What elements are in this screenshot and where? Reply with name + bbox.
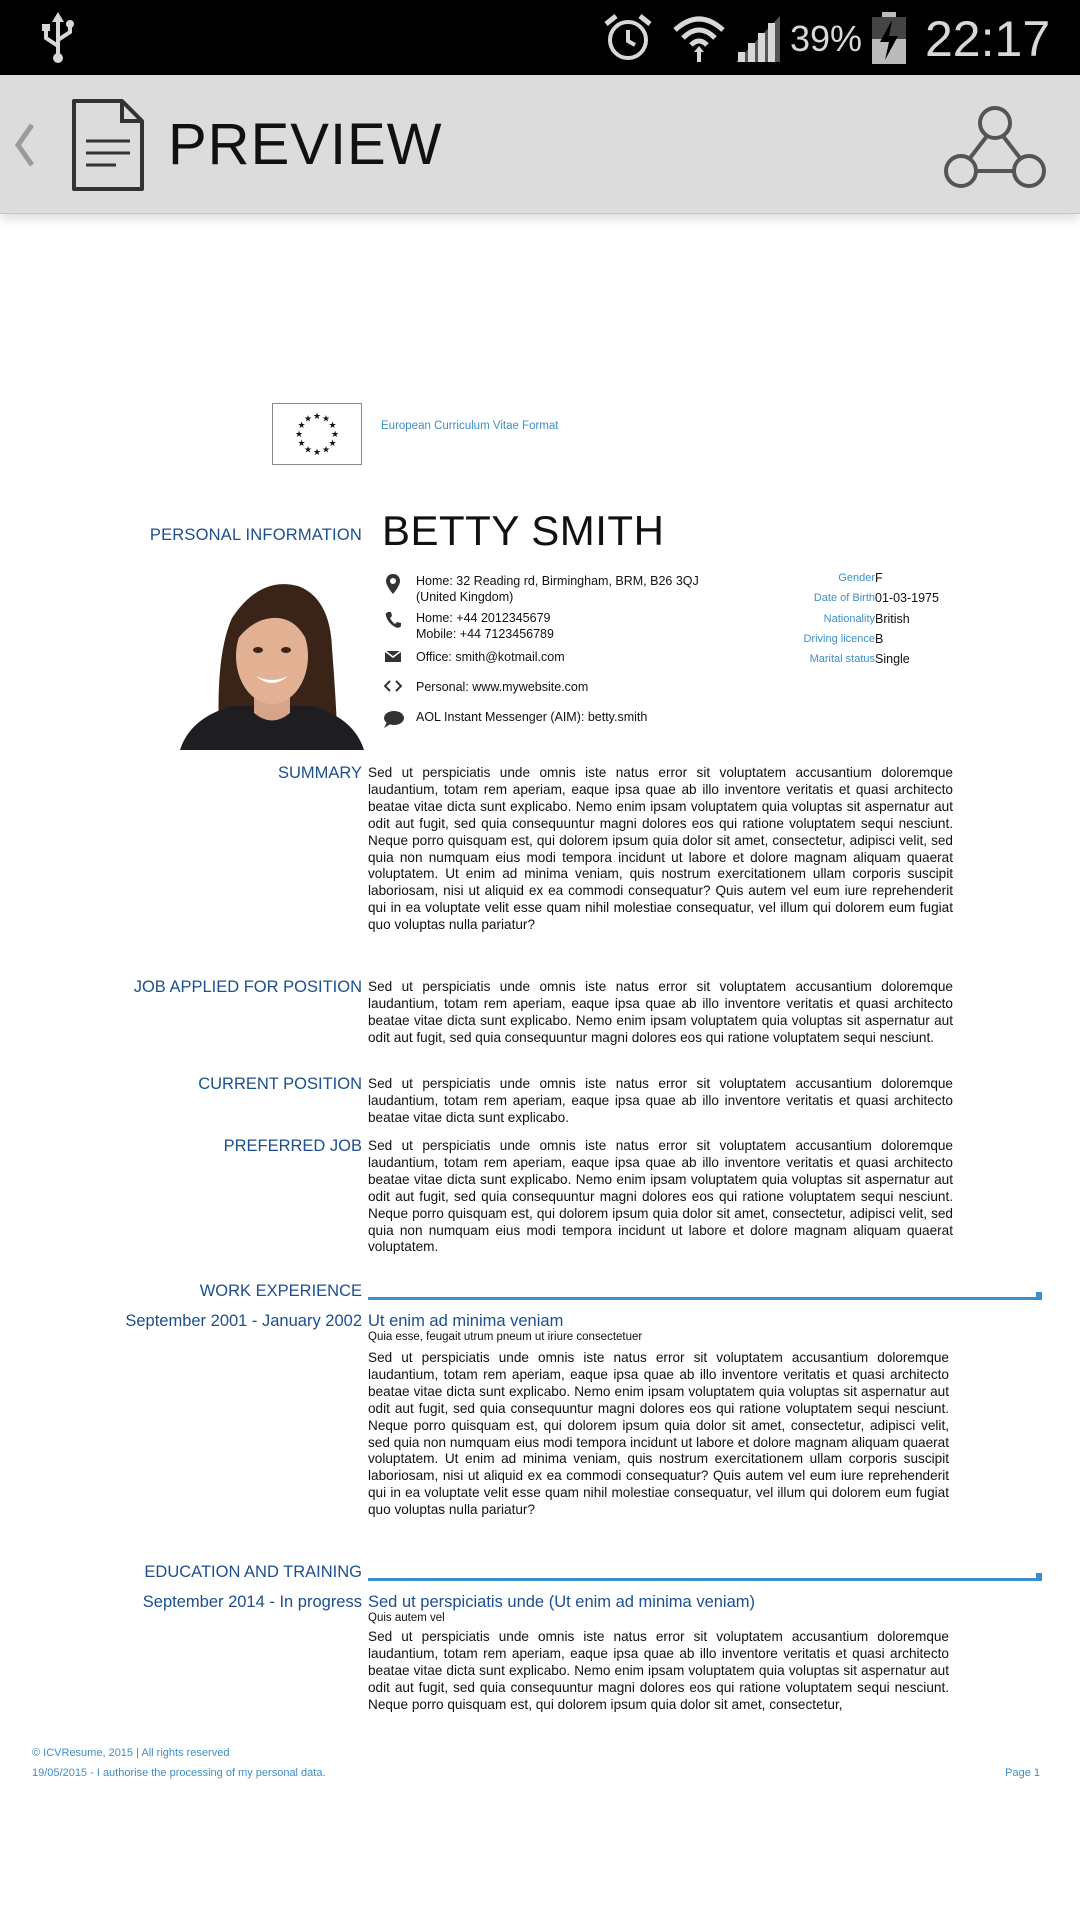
detail-value: Single xyxy=(875,652,910,666)
education-divider xyxy=(368,1578,1042,1581)
footer-copyright: © ICVResume, 2015 | All rights reserved xyxy=(32,1747,230,1759)
cv-preview[interactable] xyxy=(0,213,1080,1920)
current-position-text: Sed ut perspiciatis unde omnis iste natus error sit voluptatem accusantium doloremque laudantium, totam rem aperiam, eaque ipsa quae ab illo inventore veritatis et quasi architecto beatae vitae dicta sunt explicabo. xyxy=(368,1076,953,1125)
page-title: PREVIEW xyxy=(168,112,443,177)
envelope-icon xyxy=(381,649,405,665)
website-row xyxy=(381,679,588,695)
work-dates: September 2001 - January 2002 xyxy=(125,1312,362,1330)
summary-label: SUMMARY xyxy=(277,764,362,782)
detail-value: 01-03-1975 xyxy=(875,591,939,605)
svg-text:★: ★ xyxy=(312,412,322,422)
svg-text:★: ★ xyxy=(303,414,313,425)
education-title: Sed ut perspiciatis unde (Ut enim ad minima veniam) xyxy=(368,1593,756,1611)
education-label: EDUCATION AND TRAINING xyxy=(144,1563,362,1581)
document-icon xyxy=(70,97,146,193)
personal-information-label: PERSONAL INFORMATION xyxy=(149,526,362,544)
eu-flag-logo xyxy=(272,403,362,465)
svg-text:★: ★ xyxy=(328,439,337,449)
action-bar xyxy=(0,75,1080,214)
alarm-icon xyxy=(602,0,654,75)
wifi-icon xyxy=(672,0,726,75)
education-description: Sed ut perspiciatis unde omnis iste natus error sit voluptatem accusantium doloremque laudantium, totam rem aperiam, eaque ipsa quae ab illo inventore veritatis et quasi architecto beatae vitae dicta sunt explicabo. Nemo enim ipsam voluptatem quia voluptas sit aspernatur aut odit aut fugit, sed quia consequuntur magni dolores eos qui ratione voluptatem sequi nesciunt. Neque porro quisquam est, qui dolorem ipsum quia dolor sit amet, consectetur, xyxy=(368,1629,949,1712)
work-title: Ut enim ad minima veniam xyxy=(368,1312,564,1330)
email-row xyxy=(381,649,565,665)
code-brackets-icon xyxy=(381,679,405,695)
battery-percent: 39% xyxy=(790,18,863,59)
detail-key: Gender xyxy=(838,572,875,584)
address-row xyxy=(381,573,699,605)
work-subtitle: Quia esse, feugait utrum pneum ut iriure consectetuer xyxy=(368,1331,643,1343)
status-bar xyxy=(0,0,1080,75)
detail-value: B xyxy=(875,632,884,646)
phone-home: Home: +44 2012345679 xyxy=(416,611,551,625)
im-row xyxy=(381,709,647,728)
chat-bubble-icon xyxy=(381,709,405,728)
footer-page-number: Page 1 xyxy=(1005,1767,1040,1779)
detail-key: Marital status xyxy=(809,653,875,665)
phone-row xyxy=(381,610,554,642)
candidate-name: BETTY SMITH xyxy=(382,507,665,554)
preferred-job-label: PREFERRED JOB xyxy=(223,1137,362,1155)
phone-icon xyxy=(381,610,405,642)
work-description: Sed ut perspiciatis unde omnis iste natus error sit voluptatem accusantium doloremque laudantium, totam rem aperiam, eaque ipsa quae ab illo inventore veritatis et quasi architecto beatae vitae dicta sunt explicabo. Nemo enim ipsam voluptatem quia voluptas sit aspernatur aut odit aut fugit, sed quia consequuntur magni dolores eos qui ratione voluptatem sequi nesciunt. Neque porro quisquam est, qui dolorem ipsum quia dolor sit amet, consectetur, adipisci velit, sed quia non numquam eius modi tempora incidunt ut labore et dolore magnam aliquam quaerat voluptatem. Ut enim ad minima veniam, quis nostrum exercitationem ullam corporis suscipit laboriosam, nisi ut aliquid ex ea commodi consequatur? Quis autem vel eum iure reprehenderit qui in ea voluptate velit esse quam nihil molestiae consequatur, vel illum qui dolorem eum fugiat quo voluptas nulla pariatur? xyxy=(368,1350,949,1518)
email-text: Office: smith@kotmail.com xyxy=(416,650,565,664)
svg-text:★: ★ xyxy=(312,448,322,458)
svg-text:★: ★ xyxy=(328,421,337,431)
work-experience-divider xyxy=(368,1297,1042,1300)
detail-key: Nationality xyxy=(823,613,875,625)
phone-mobile: Mobile: +44 7123456789 xyxy=(416,627,554,641)
current-position-label: CURRENT POSITION xyxy=(198,1075,362,1093)
share-icon[interactable] xyxy=(944,105,1046,191)
detail-value: F xyxy=(875,571,883,585)
address-line-1: Home: 32 Reading rd, Birmingham, BRM, B26 3QJ xyxy=(416,574,699,588)
svg-text:★: ★ xyxy=(330,430,340,440)
job-applied-label: JOB APPLIED FOR POSITION xyxy=(133,978,362,996)
detail-key: Driving licence xyxy=(803,633,875,645)
detail-key: Date of Birth xyxy=(813,592,875,604)
summary-text: Sed ut perspiciatis unde omnis iste natus error sit voluptatem accusantium doloremque laudantium, totam rem aperiam, eaque ipsa quae ab illo inventore veritatis et quasi architecto beatae vitae dicta sunt explicabo. Nemo enim ipsam voluptatem quia voluptas sit aspernatur aut odit aut fugit, sed quia consequuntur magni dolores eos qui ratione voluptatem sequi nesciunt. Neque porro quisquam est, qui dolorem ipsum quia dolor sit amet, consectetur, adipisci velit, sed quia non numquam eius modi tempora incidunt ut labore et dolore magnam aliquam quaerat voluptatem. Ut enim ad minima veniam, quis nostrum exercitationem ullam corporis suscipit laboriosam, nisi ut aliquid ex ea commodi consequatur? Quis autem vel eum iure reprehenderit qui in ea voluptate velit esse quam nihil molestiae consequatur, vel illum qui dolorem eum fugiat quo voluptas nulla pariatur? xyxy=(368,765,953,933)
website-text: Personal: www.mywebsite.com xyxy=(416,680,589,694)
preferred-job-text: Sed ut perspiciatis unde omnis iste natus error sit voluptatem accusantium doloremque laudantium, totam rem aperiam, eaque ipsa quae ab illo inventore veritatis et quasi architecto beatae vitae dicta sunt explicabo. Nemo enim ipsam voluptatem quia voluptas sit aspernatur aut odit aut fugit, sed quia consequuntur magni dolores eos qui ratione voluptatem sequi nesciunt. Neque porro quisquam est, qui dolorem ipsum quia dolor sit amet, consectetur, adipisci velit, sed quia non numquam eius modi tempora incidunt ut labore et dolore magnam aliquam quaerat voluptatem. xyxy=(368,1138,953,1255)
job-applied-text: Sed ut perspiciatis unde omnis iste natus error sit voluptatem accusantium doloremque laudantium, totam rem aperiam, eaque ipsa quae ab illo inventore veritatis et quasi architecto beatae vitae dicta sunt explicabo. Nemo enim ipsam voluptatem quia voluptas sit aspernatur aut odit aut fugit, sed quia consequuntur magni dolores eos qui ratione voluptatem sequi nesciunt. xyxy=(368,979,953,1045)
svg-text:★: ★ xyxy=(294,430,304,440)
clock: 22:17 xyxy=(925,11,1051,67)
im-text: AOL Instant Messenger (AIM): betty.smith xyxy=(416,710,648,724)
svg-text:★: ★ xyxy=(303,445,313,456)
usb-icon xyxy=(38,0,78,75)
svg-text:★: ★ xyxy=(297,439,306,449)
location-pin-icon xyxy=(381,573,405,605)
address-line-2: (United Kingdom) xyxy=(416,590,514,604)
education-dates: September 2014 - In progress xyxy=(142,1593,362,1611)
eu-format-caption: European Curriculum Vitae Format xyxy=(381,420,559,432)
svg-text:★: ★ xyxy=(321,414,331,425)
battery-charging-icon xyxy=(870,0,908,75)
profile-photo xyxy=(180,568,364,750)
detail-value: British xyxy=(875,612,910,626)
svg-text:★: ★ xyxy=(321,445,331,456)
svg-text:★: ★ xyxy=(297,421,306,431)
work-experience-label: WORK EXPERIENCE xyxy=(199,1282,362,1300)
back-icon[interactable] xyxy=(8,115,38,175)
footer-consent: 19/05/2015 - I authorise the processing of my personal data. xyxy=(32,1767,326,1779)
education-subtitle: Quis autem vel xyxy=(368,1612,445,1624)
signal-icon xyxy=(734,0,782,75)
